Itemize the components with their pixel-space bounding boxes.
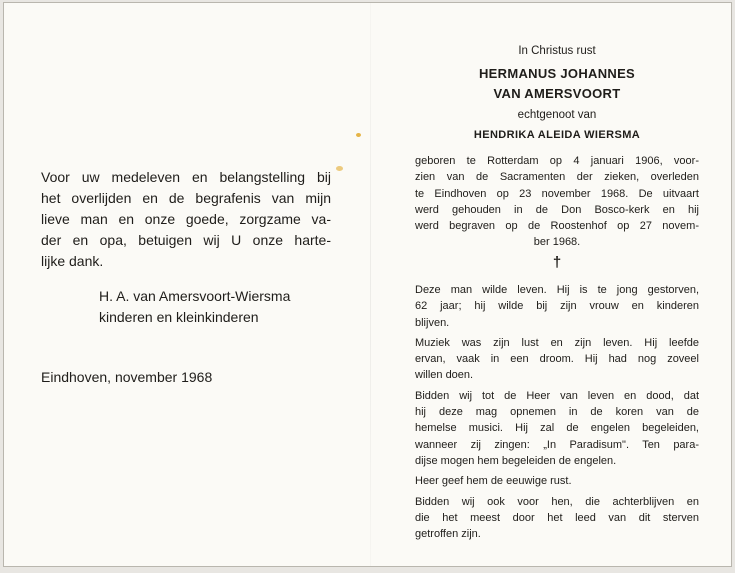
signature-line: H. A. van Amersvoort-Wiersma [99,288,291,304]
thanks-message [41,167,331,272]
memorial-text [415,282,699,546]
center-fold [370,3,371,566]
intro-text: In Christus rust [518,45,596,57]
text-line: Muziek was zijn lust en zijn leven. Hij leefde [415,336,699,349]
bio-line: ber 1968. [533,236,581,249]
text-line: 62 jaar; hij wilde bij zijn vrouw en kinderen [415,300,699,313]
text-line: hij deze mag opnemen in de koren van de [415,406,699,419]
thanks-line: het overlijden en de begrafenis van mijn [41,190,331,206]
text-line: die het meest door het leed van dit sterven [415,511,699,524]
bio-line: te Eindhoven op 23 november 1968. De uitvaart [415,187,699,200]
text-line: Deze man wilde leven. Hij is te jong gestorven, [415,284,699,296]
thanks-line: lieve man en onze goede, zorgzame va- [41,211,331,227]
spouse-name: HENDRIKA ALEIDA WIERSMA [473,129,641,141]
bio-line: werd gehouden in de Don Bosco-kerk en hij [415,203,699,216]
text-line: Heer geef hem de eeuwige rust. [415,475,572,488]
text-line: blijven. [415,316,450,329]
text-line: willen doen. [415,369,474,382]
text-line: wanneer zij zingen: „In Paradisum". Ten para- [415,438,699,451]
text-line: hemelse musici. Hij zal de engelen begeleiden, [415,422,699,435]
paragraph [415,388,699,469]
paragraph [415,473,699,489]
spouse-label: echtgenoot van [517,109,597,121]
stain-speck [336,166,343,171]
paragraph [415,282,699,331]
deceased-name-line-2: VAN AMERSVOORT [493,86,621,101]
text-line: dijse mogen hem begeleiden de engelen. [415,454,617,467]
signature-line: kinderen en kleinkinderen [99,309,259,325]
cross-icon: † [552,254,562,271]
thanks-line: lijke dank. [41,253,104,269]
text-line: Bidden wij ook voor hen, die achterblijven en [415,495,699,508]
memorial-card [3,2,732,567]
text-line: getroffen zijn. [415,528,481,541]
biography [415,153,699,251]
text-line: Bidden wij tot de Heer van leven en dood, dat [415,389,699,402]
paragraph [415,494,699,543]
bio-line: geboren te Rotterdam op 4 januari 1906, voor- [415,155,699,167]
place-date: Eindhoven, november 1968 [41,369,213,385]
deceased-name-line-1: HERMANUS JOHANNES [478,66,636,81]
thanks-line: Voor uw medeleven en belangstelling bij [41,169,331,185]
signature-block [99,286,290,328]
stain-speck [356,133,361,137]
bio-line: werd begraven op de Roostenhof op 27 novem- [415,220,699,233]
text-line: ervan, vaak in een droom. Hij had nog zoveel [415,353,699,366]
bio-line: zien van de Sacramenten der zieken, overleden [415,171,699,184]
thanks-line: der en opa, betuigen wij U onze harte- [41,232,331,248]
paragraph [415,335,699,384]
